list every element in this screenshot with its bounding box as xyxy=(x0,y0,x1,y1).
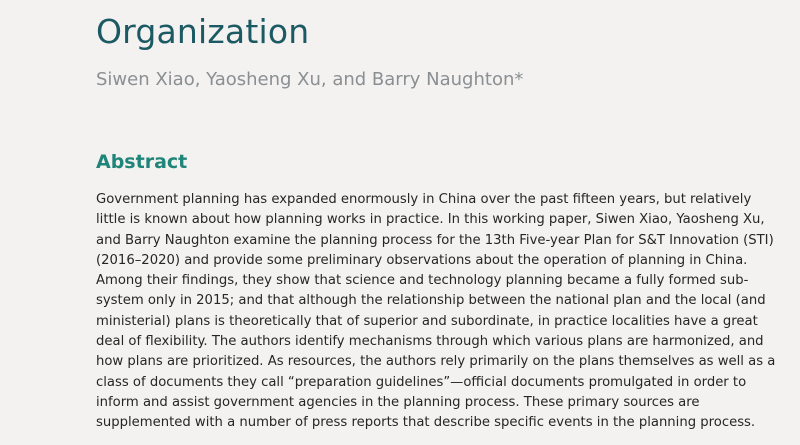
abstract-line: class of documents they call “preparation guidelines”—official documents promulgated in order to xyxy=(96,374,747,390)
abstract-line: deal of flexibility. The authors identify mechanisms through which various plans are harmonized, and xyxy=(96,334,764,350)
authors-line: Siwen Xiao, Yaosheng Xu, and Barry Naughton* xyxy=(96,69,524,90)
abstract-body xyxy=(96,190,776,434)
abstract-line: ministerial) plans is theoretically that of superior and subordinate, in practice localities have a great xyxy=(96,313,758,329)
abstract-line: system only in 2015; and that although the relationship between the national plan and the local (and xyxy=(96,293,766,309)
abstract-line: Among their findings, they show that science and technology planning became a fully formed sub- xyxy=(96,273,749,289)
abstract-line: little is known about how planning works in practice. In this working paper, Siwen Xiao, Yaosheng Xu, xyxy=(96,212,765,228)
document-title: Organization xyxy=(96,12,310,51)
abstract-line: supplemented with a number of press reports that describe specific events in the planning process. xyxy=(96,415,756,431)
abstract-line: (2016–2020) and provide some preliminary observations about the operation of planning in China. xyxy=(96,252,748,268)
abstract-heading: Abstract xyxy=(96,151,188,173)
abstract-line: how plans are prioritized. As resources, the authors rely primarily on the plans themselves as well as a xyxy=(96,354,776,370)
abstract-line: inform and assist government agencies in the planning process. These primary sources are xyxy=(96,394,700,410)
abstract-line: and Barry Naughton examine the planning process for the 13th Five-year Plan for S&T Innovation (STI) xyxy=(96,232,774,248)
abstract-line: Government planning has expanded enormously in China over the past fifteen years, but relatively xyxy=(96,192,752,207)
